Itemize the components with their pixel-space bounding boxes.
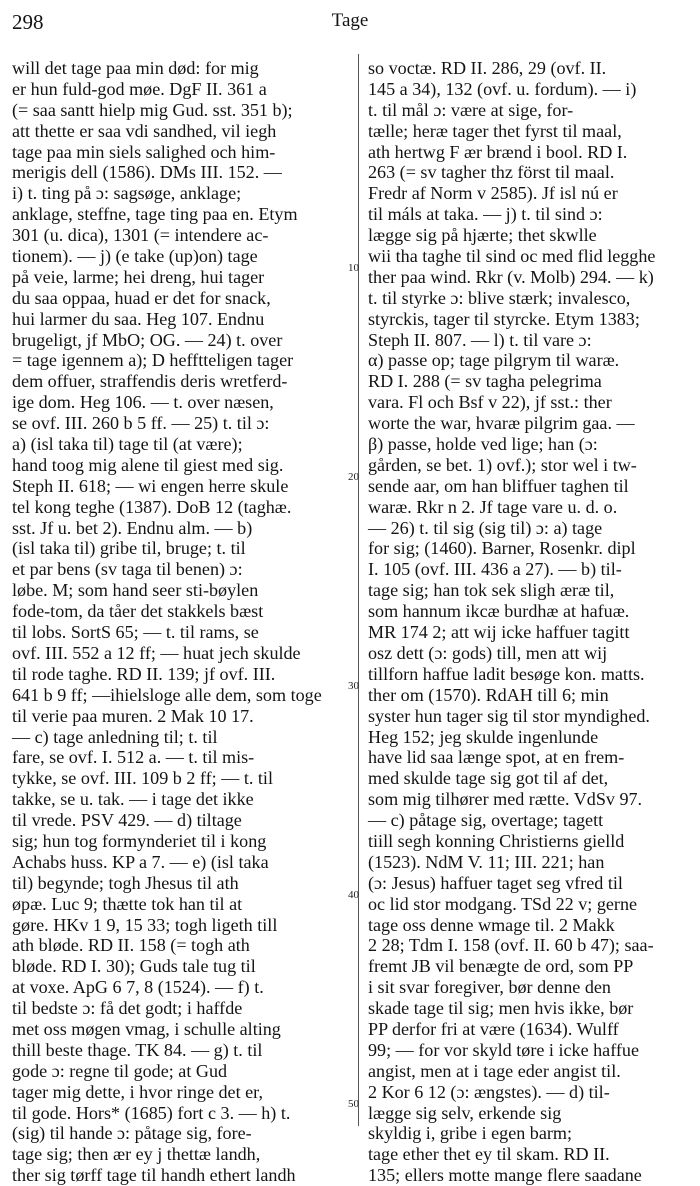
text-line: til bedste ɔ: få det godt; i haffde <box>12 998 243 1019</box>
text-line: skade tage til sig; men hvis ikke, bør <box>368 998 634 1019</box>
text-line: 2 28; Tdm I. 158 (ovf. II. 60 b 47); saa- <box>368 935 654 956</box>
text-line: du saa oppaa, huad er det for snack, <box>12 287 271 308</box>
text-line: fode-tom, da tåer det stakkels bæst <box>12 601 264 622</box>
text-line: (= saa santt hielp mig Gud. sst. 351 b); <box>12 99 293 120</box>
text-line: ther paa wind. Rkr (v. Molb) 294. — k) <box>368 266 654 287</box>
text-line: fare, se ovf. I. 512 a. — t. til mis- <box>12 747 255 768</box>
text-line: bløde. RD I. 30); Guds tale tug til <box>12 956 256 977</box>
line-number-10: 10 <box>348 262 359 274</box>
text-line: will det tage paa min død: for mig <box>12 58 259 78</box>
text-line: merigis dell (1586). DMs III. 152. — <box>12 162 282 183</box>
text-line: = tage igennem a); D hefftteligen tager <box>12 350 294 371</box>
text-line: med skulde tage sig got til af det, <box>368 768 609 789</box>
text-line: dem offuer, straffendis deris wretferd- <box>12 371 288 392</box>
text-line: tage sig; then ær ey j thettæ landh, <box>12 1144 261 1165</box>
text-line: at voxe. ApG 6 7, 8 (1524). — f) t. <box>12 977 264 998</box>
text-line: tage sig; han tok sek sligh æræ til, <box>368 580 615 601</box>
text-line: til verie paa muren. 2 Mak 10 17. <box>12 705 254 726</box>
text-line: et par bens (sv taga til benen) ɔ: <box>12 559 243 580</box>
text-line: til gode. Hors* (1685) fort c 3. — h) t. <box>12 1102 291 1123</box>
text-line: gøre. HKv 1 9, 15 33; togh ligeth till <box>12 914 278 935</box>
text-line: osz dett (ɔ: gods) till, men att wij <box>368 642 608 663</box>
text-line: att thette er saa vdi sandhed, vil iegh <box>12 120 277 141</box>
text-line: tykke, se ovf. III. 109 b 2 ff; — t. til <box>12 768 273 789</box>
text-line: met oss møgen vmag, i schulle alting <box>12 1018 281 1039</box>
text-line: 263 (= sv tagher thz först til maal. <box>368 162 615 183</box>
text-line: tager mig dette, i hvor ringe det er, <box>12 1081 263 1102</box>
line-number-50: 50 <box>348 1098 359 1110</box>
text-line: — c) tage anledning til; t. til <box>12 726 218 747</box>
text-line: 145 a 34), 132 (ovf. u. fordum). — i) <box>368 78 637 99</box>
text-line: som mig tilhører med rætte. VdSv 97. <box>368 789 643 810</box>
right-column <box>368 58 692 1186</box>
text-line: α) passe op; tage pilgrym til waræ. <box>368 350 620 371</box>
text-line: fremt JB vil benægte de ord, som PP <box>368 956 634 977</box>
text-line: sig; hun tog formynderiet til i kong <box>12 830 267 851</box>
text-line: øpæ. Luc 9; thætte tok han til at <box>12 893 243 914</box>
text-line: t. til mål ɔ: være at sige, for- <box>368 99 574 120</box>
text-line: takke, se u. tak. — i tage det ikke <box>12 789 254 810</box>
text-line: MR 174 2; att wij icke haffuer tagitt <box>368 622 630 643</box>
text-line: som hannum ikcæ burdhæ at hafuæ. <box>368 601 630 622</box>
text-line: Achabs huss. KP a 7. — e) (isl taka <box>12 851 269 872</box>
text-line: ath bløde. RD II. 158 (= togh ath <box>12 935 250 956</box>
text-line: 301 (u. dica), 1301 (= intendere ac- <box>12 225 269 246</box>
text-line: lægge sig selv, erkende sig <box>368 1102 562 1123</box>
text-line: wii tha taghe til sind oc med flid legghe <box>368 246 656 267</box>
text-line: so voctæ. RD II. 286, 29 (ovf. II. <box>368 58 607 78</box>
text-line: til) begynde; togh Jhesus til ath <box>12 872 239 893</box>
text-line: ovf. III. 552 a 12 ff; — huat jech skulde <box>12 642 301 663</box>
text-line: hand toog mig alene til giest med sig. <box>12 454 284 475</box>
text-line: tælle; heræ tager thet fyrst til maal, <box>368 120 622 141</box>
text-line: sst. Jf u. bet 2). Endnu alm. — b) <box>12 517 253 538</box>
text-line: til lobs. SortS 65; — t. til rams, se <box>12 622 259 643</box>
column-divider <box>358 54 359 1126</box>
text-line: tionem). — j) (e take (up)on) tage <box>12 246 258 267</box>
text-line: styrckis, tager til styrcke. Etym 1383; <box>368 308 640 329</box>
text-line: for sig; (1460). Barner, Rosenkr. dipl <box>368 538 636 559</box>
text-line: ther sig tørff tage til handh ethert landh <box>12 1165 296 1186</box>
text-line: 99; — for vor skyld tøre i icke haffue <box>368 1039 639 1060</box>
text-line: 641 b 9 ff; —ihielsloge alle dem, som toge <box>12 684 322 705</box>
text-line: — c) påtage sig, overtage; tagett <box>368 810 604 831</box>
left-column <box>12 58 352 1186</box>
text-line: lægge sig på hjærte; thet skwlle <box>368 225 597 246</box>
text-line: (1523). NdM V. 11; III. 221; han <box>368 851 605 872</box>
text-line: se ovf. III. 260 b 5 ff. — 25) t. til ɔ: <box>12 413 270 434</box>
page-number: 298 <box>12 10 44 34</box>
text-line: RD I. 288 (= sv tagha pelegrima <box>368 371 602 392</box>
text-line: PP derfor fri at være (1634). Wulff <box>368 1018 619 1039</box>
text-line: a) (isl taka til) tage til (at være); <box>12 434 243 455</box>
text-line: anklage, steffne, tage ting paa en. Etym <box>12 204 298 225</box>
text-line: thill beste thage. TK 84. — g) t. til <box>12 1039 263 1060</box>
text-line: gården, se bet. 1) ovf.); stor wel i tw- <box>368 454 637 475</box>
text-line: have lid saa længe spot, at en frem- <box>368 747 625 768</box>
text-line: ige dom. Heg 106. — t. over næsen, <box>12 392 274 413</box>
text-line: gode ɔ: regne til gode; at Gud <box>12 1060 228 1081</box>
text-line: til rode taghe. RD II. 139; jf ovf. III. <box>12 663 276 684</box>
line-number-40: 40 <box>348 889 359 901</box>
text-line: brugeligt, jf MbO; OG. — 24) t. over <box>12 329 283 350</box>
text-line: løbe. M; som hand seer sti-bøylen <box>12 580 259 601</box>
text-line: tage oss denne wmage til. 2 Makk <box>368 914 615 935</box>
text-line: I. 105 (ovf. III. 436 a 27). — b) til- <box>368 559 622 580</box>
text-line: tillforn haffue ladit besøge kon. matts. <box>368 663 645 684</box>
text-line: tel kong teghe (1387). DoB 12 (taghæ. <box>12 496 292 517</box>
text-line: til máls at taka. — j) t. til sind ɔ: <box>368 204 603 225</box>
running-head: Tage <box>331 10 369 31</box>
text-line: (isl taka til) gribe til, bruge; t. til <box>12 538 246 559</box>
text-line: 2 Kor 6 12 (ɔ: ængstes). — d) til- <box>368 1081 610 1102</box>
text-line: waræ. Rkr n 2. Jf tage vare u. d. o. <box>368 496 618 517</box>
text-line: skyldig i, gribe i egen barm; <box>368 1123 573 1144</box>
text-line: ath hertwg F ær brænd i bool. RD I. <box>368 141 628 162</box>
text-line: worte the war, hvaræ pilgrim gaa. — <box>368 413 635 434</box>
text-line: er hun fuld-god møe. DgF II. 361 a <box>12 78 267 99</box>
text-line: ther om (1570). RdAH till 6; min <box>368 684 609 705</box>
text-line: (ɔ: Jesus) haffuer taget seg vfred til <box>368 872 623 893</box>
text-line: vara. Fl och Bsf v 22), jf sst.: ther <box>368 392 612 413</box>
text-line: syster hun tager sig til stor myndighed. <box>368 705 650 726</box>
text-line: Heg 152; jeg skulde ingenlunde <box>368 726 599 747</box>
line-number-30: 30 <box>348 680 359 692</box>
text-line: tiill segh konning Christierns gielld <box>368 830 625 851</box>
text-line: på veie, larme; hei dreng, hui tager <box>12 266 265 287</box>
text-line: sende aar, om han bliffuer taghen til <box>368 475 629 496</box>
text-line: hui larmer du saa. Heg 107. Endnu <box>12 308 265 329</box>
text-line: t. til styrke ɔ: blive stærk; invalesco, <box>368 287 631 308</box>
text-line: (sig) til hande ɔ: påtage sig, fore- <box>12 1123 252 1144</box>
text-line: 135; ellers motte mange flere saadane <box>368 1165 642 1186</box>
text-line: tage ether thet ey til skam. RD II. <box>368 1144 610 1165</box>
text-line: Steph II. 618; — wi engen herre skule <box>12 475 289 496</box>
text-line: Fredr af Norm v 2585). Jf isl nú er <box>368 183 618 204</box>
text-line: til vrede. PSV 429. — d) tiltage <box>12 810 242 831</box>
line-number-20: 20 <box>348 471 359 483</box>
text-line: β) passe, holde ved lige; han (ɔ: <box>368 434 598 455</box>
text-line: tage paa min siels salighed och him- <box>12 141 276 162</box>
text-line: — 26) t. til sig (sig til) ɔ: a) tage <box>368 517 603 538</box>
text-line: angist, men at i tage eder angist til. <box>368 1060 621 1081</box>
text-line: Steph II. 807. — l) t. til vare ɔ: <box>368 329 592 350</box>
text-line: oc lid stor modgang. TSd 22 v; gerne <box>368 893 638 914</box>
text-line: i sit svar foregiver, bør denne den <box>368 977 611 998</box>
text-line: i) t. ting på ɔ: sagsøge, anklage; <box>12 183 242 204</box>
